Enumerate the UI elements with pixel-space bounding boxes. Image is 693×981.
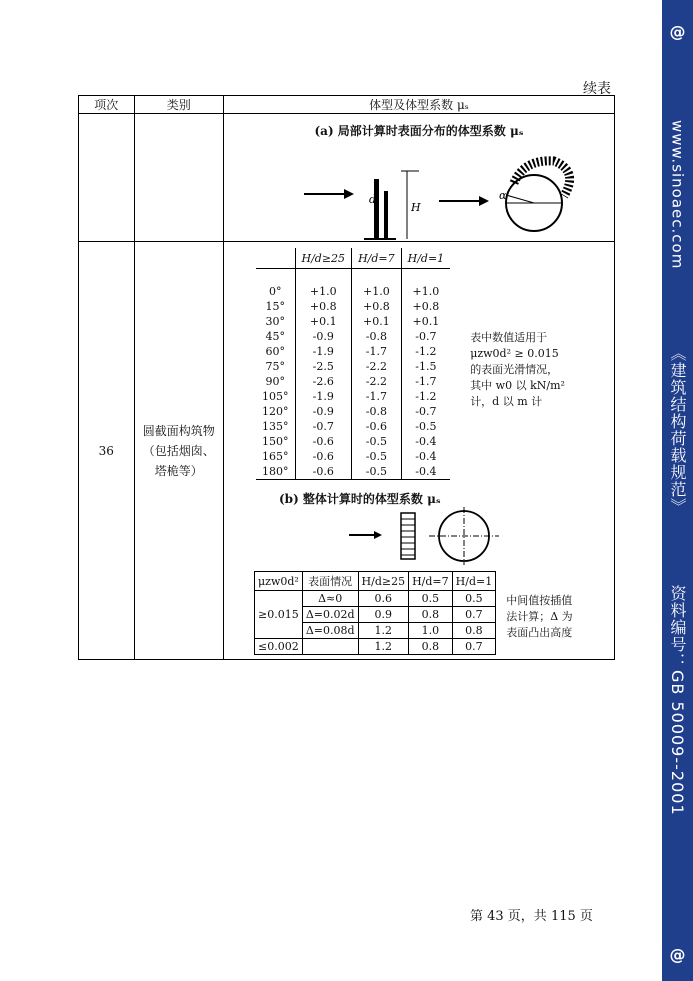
wind-arrow-head: [479, 196, 489, 206]
angle: 15°: [265, 300, 285, 313]
value: -0.5: [401, 419, 450, 434]
coef-row: [256, 434, 450, 449]
wind-arrow-head: [344, 189, 354, 199]
value: +1.0: [295, 284, 352, 299]
chimney-shaft: [384, 191, 388, 239]
t2-header: μzw0d²: [255, 572, 303, 591]
coef-header: H/d≥25: [295, 248, 352, 269]
angle: 0°: [269, 285, 282, 298]
value: -0.5: [352, 449, 402, 464]
value: -0.4: [401, 449, 450, 464]
value: -0.9: [295, 329, 352, 344]
t2-row: [255, 591, 496, 607]
angle: 45°: [265, 330, 285, 343]
coef-row: [256, 284, 450, 299]
t2-header: H/d=7: [409, 572, 453, 591]
angle: 105°: [262, 390, 289, 403]
header-category: 类别: [134, 96, 223, 114]
value: -0.7: [295, 419, 352, 434]
row-number: 36: [79, 242, 135, 660]
coef-row: [256, 449, 450, 464]
surface-condition: [302, 639, 358, 655]
diagram-a: [224, 141, 614, 241]
overall-coef-table: [254, 571, 496, 655]
value: 0.8: [452, 623, 496, 639]
coef-header: [256, 248, 295, 269]
value: +0.8: [352, 299, 402, 314]
value: +0.1: [352, 314, 402, 329]
coef-row: [256, 299, 450, 314]
value: 0.7: [452, 639, 496, 655]
angle: 120°: [262, 405, 289, 418]
value: -2.5: [295, 359, 352, 374]
value: 0.5: [409, 591, 453, 607]
note-a: 表中数值适用于 μzw0d² ≥ 0.015 的表面光滑情况，其中 w0 以 kN/m² 计，d 以 m 计: [470, 331, 565, 408]
t2-group-label: ≤0.002: [255, 639, 303, 655]
coef-row: [256, 464, 450, 480]
angle: 75°: [265, 360, 285, 373]
value: -0.6: [352, 419, 402, 434]
value: 0.8: [409, 639, 453, 655]
diagram-b: [224, 507, 614, 565]
angle: 135°: [262, 420, 289, 433]
coef-row: [256, 419, 450, 434]
value: -0.5: [352, 434, 402, 449]
chimney-shaft: [374, 179, 379, 239]
coef-row: [256, 374, 450, 389]
section-a-cell: [224, 114, 615, 242]
category-text: 圆截面构筑物（包括烟囱、塔桅等）: [134, 242, 223, 660]
value: 1.2: [358, 639, 409, 655]
value: 0.7: [452, 607, 496, 623]
value: -2.2: [352, 374, 402, 389]
value: +0.1: [295, 314, 352, 329]
surface-condition: Δ=0.08d: [302, 623, 358, 639]
surface-condition: Δ≈0: [302, 591, 358, 607]
value: -2.2: [352, 359, 402, 374]
value: -0.6: [295, 434, 352, 449]
sidebar-book-title: 《建筑结构荷载规范》: [668, 345, 687, 515]
note-b: 中间值按插值法计算；Δ 为表面凸出高度: [506, 594, 573, 639]
angle: 60°: [265, 345, 285, 358]
coef-table: [256, 248, 450, 482]
chimney-elevation: [401, 513, 415, 559]
angle: 180°: [262, 465, 289, 478]
t2-group-label: ≥0.015: [255, 591, 303, 639]
coef-row: [256, 329, 450, 344]
value: -0.4: [401, 434, 450, 449]
sidebar-band: [662, 0, 693, 981]
value: -1.2: [401, 344, 450, 359]
t2-header: 表面情况: [302, 572, 358, 591]
t2-header: H/d=1: [452, 572, 496, 591]
angle: 30°: [265, 315, 285, 328]
value: +0.1: [401, 314, 450, 329]
value: -1.9: [295, 344, 352, 359]
value: -0.5: [352, 464, 402, 480]
angle: 165°: [262, 450, 289, 463]
coef-row: [256, 314, 450, 329]
label-alpha: α: [499, 189, 507, 202]
continued-label: 续表: [583, 81, 611, 97]
value: 0.9: [358, 607, 409, 623]
specification-table: [78, 95, 615, 660]
value: -0.6: [295, 464, 352, 480]
value: +1.0: [352, 284, 402, 299]
value: -1.5: [401, 359, 450, 374]
coef-header: H/d=1: [401, 248, 450, 269]
section-b-title: (b) 整体计算时的体型系数 μₛ: [279, 492, 441, 506]
coef-row: [256, 404, 450, 419]
section-b-cell: [224, 242, 615, 660]
header-shape-coef: 体型及体型系数 μₛ: [224, 96, 615, 114]
coef-row: [256, 389, 450, 404]
value: -0.4: [401, 464, 450, 480]
value: -2.6: [295, 374, 352, 389]
sidebar-at-top: @: [669, 22, 686, 41]
header-item-no: 项次: [79, 96, 135, 114]
value: +0.8: [295, 299, 352, 314]
t2-header: H/d≥25: [358, 572, 409, 591]
coef-row: [256, 359, 450, 374]
value: 0.8: [409, 607, 453, 623]
value: -0.9: [295, 404, 352, 419]
surface-condition: Δ=0.02d: [302, 607, 358, 623]
coef-header: H/d=7: [352, 248, 402, 269]
value: 0.5: [452, 591, 496, 607]
value: -0.7: [401, 404, 450, 419]
label-d: d: [369, 193, 377, 206]
value: -0.6: [295, 449, 352, 464]
value: 0.6: [358, 591, 409, 607]
value: -0.8: [352, 404, 402, 419]
value: -0.8: [352, 329, 402, 344]
value: -1.2: [401, 389, 450, 404]
sidebar-at-bottom: @: [669, 945, 686, 964]
empty-cell: [134, 114, 223, 242]
value: +1.0: [401, 284, 450, 299]
coef-row: [256, 344, 450, 359]
sidebar-url: www.sinoaec.com: [668, 120, 687, 270]
angle-line: [506, 195, 534, 203]
section-a-title: (a) 局部计算时表面分布的体型系数 μₛ: [314, 124, 524, 138]
value: -1.7: [352, 389, 402, 404]
value: 1.2: [358, 623, 409, 639]
value: -0.7: [401, 329, 450, 344]
wind-arrow-head: [374, 531, 382, 539]
angle: 90°: [265, 375, 285, 388]
value: -1.7: [352, 344, 402, 359]
value: -1.7: [401, 374, 450, 389]
label-h: H: [411, 201, 421, 214]
angle: 150°: [262, 435, 289, 448]
value: +0.8: [401, 299, 450, 314]
empty-cell: [79, 114, 135, 242]
value: 1.0: [409, 623, 453, 639]
page-footer: 第 43 页，共 115 页: [470, 909, 593, 924]
t2-row: [255, 639, 496, 655]
value: -1.9: [295, 389, 352, 404]
sidebar-doc-code: 资料编号：GB 50009--2001: [668, 585, 687, 816]
